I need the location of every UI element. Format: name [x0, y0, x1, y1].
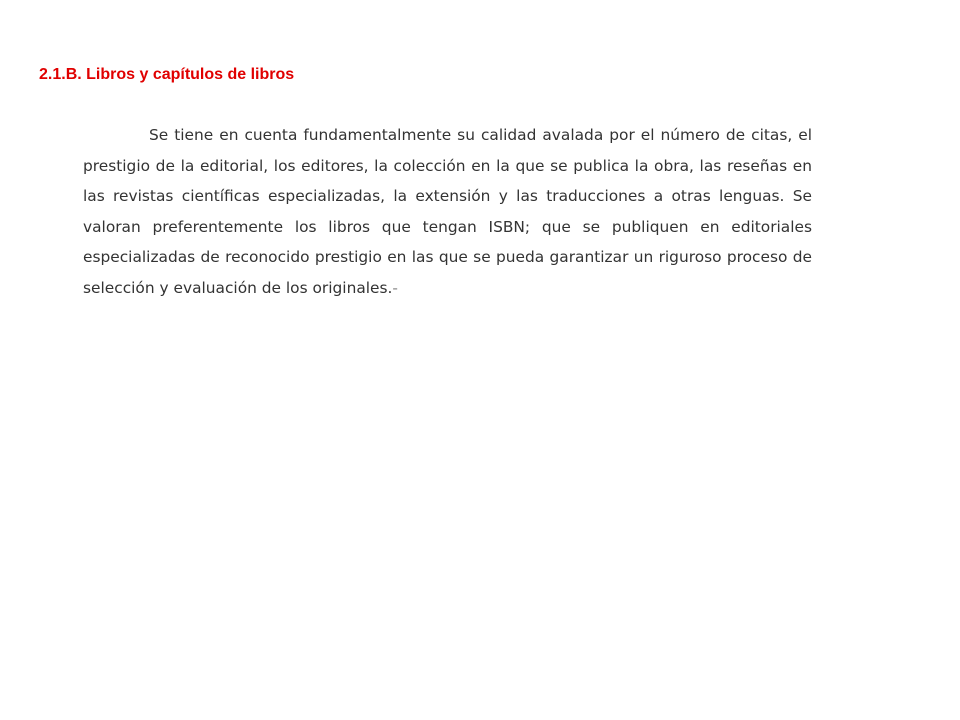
section-paragraph: [83, 120, 812, 304]
section-heading: 2.1.B. Libros y capítulos de libros: [39, 66, 295, 83]
paragraph-text: Se tiene en cuenta fundamentalmente su calidad avalada por el número de citas, el prestigio de la editorial, los editores, la colección en la que se publica la obra, las reseñas en las revistas científicas especializadas, la extensión y las traducciones a otras lenguas. Se valoran preferentemente los libros que tengan ISBN; que se publiquen en editoriales especializadas de reconocido prestigio en las que se pueda garantizar un riguroso proceso de selección y evaluación de los originales.: [83, 126, 812, 297]
paragraph-trailing-mark: -: [392, 278, 398, 297]
